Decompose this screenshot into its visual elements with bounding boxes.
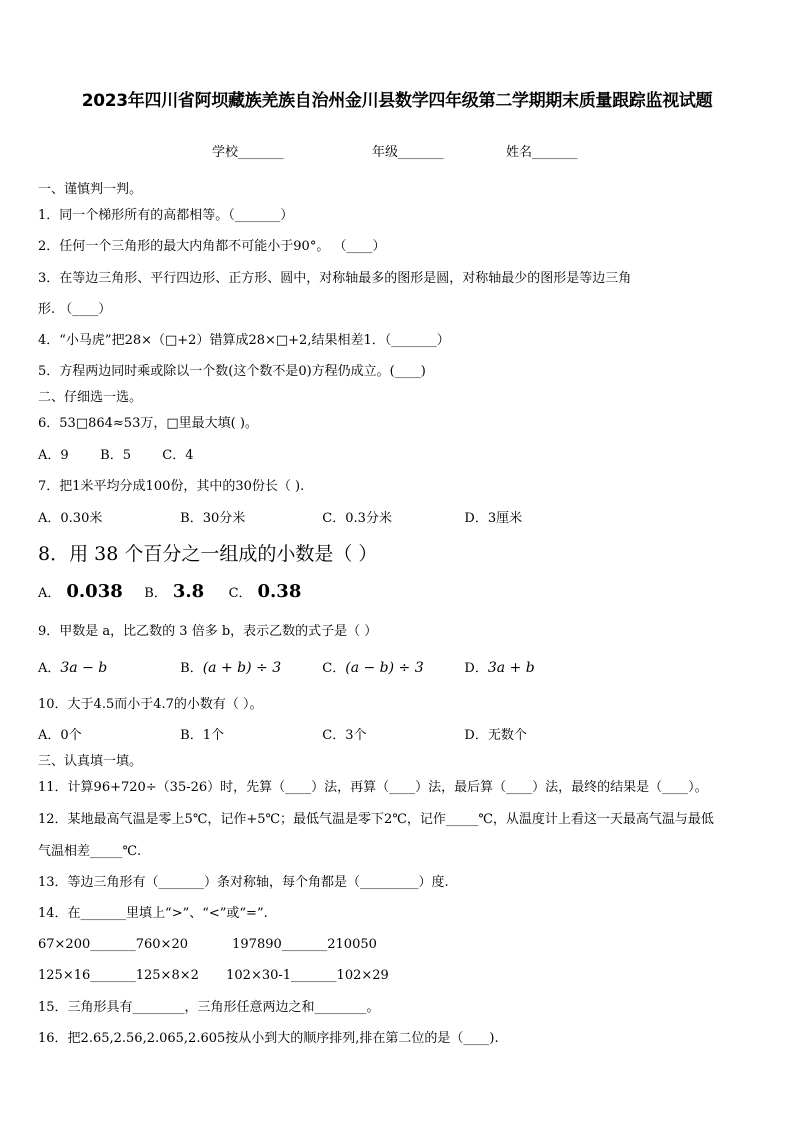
question-5: 5．方程两边同时乘或除以一个数(这个数不是0)方程仍成立。(____) [38, 364, 426, 379]
question-4: 4．“小马虎”把28×（□+2）错算成28×□+2,结果相差1．（_______） [38, 333, 450, 348]
question-9-options [38, 660, 535, 677]
question-14-row-2 [38, 968, 389, 984]
option-letter: A． [38, 661, 61, 676]
section-1-heading: 一、谨慎判一判。 [38, 182, 143, 197]
option-letter: C． [322, 661, 346, 676]
question-6: 6．53□864≈53万，□里最大填( )。 [38, 416, 258, 431]
question-6-options [38, 448, 194, 464]
option: B．5 [100, 448, 131, 463]
question-1: 1．同一个梯形所有的高都相等。（_______） [38, 208, 294, 223]
option-value: 3.8 [172, 581, 205, 602]
option: B．1个 [180, 728, 224, 743]
comparison: 197890_______210050 [232, 937, 377, 952]
question-13: 13．等边三角形有（_______）条对称轴，每个角都是（_________）度. [38, 875, 449, 890]
option-expr: (a + b) ÷ 3 [202, 660, 282, 676]
question-14: 14．在_______里填上“>”、“<”或“=”. [38, 906, 268, 921]
question-12-line-2: 气温相差_____℃. [38, 844, 142, 859]
question-2: 2．任何一个三角形的最大内角都不可能小于90°。 （____） [38, 239, 386, 254]
option-expr: 3a + b [487, 660, 535, 676]
option: A．0.30米 [38, 511, 103, 526]
grade-field: 年级_______ [372, 145, 444, 160]
page-title: 2023年四川省阿坝藏族羌族自治州金川县数学四年级第二学期期末质量跟踪监视试题 [81, 91, 713, 111]
school-field: 学校_______ [212, 145, 284, 160]
option: A．9 [38, 448, 69, 463]
option-letter: A． [38, 586, 61, 601]
option: C．3个 [322, 728, 367, 743]
option: D．无数个 [464, 728, 527, 743]
option: C．0.3分米 [322, 511, 392, 526]
name-field: 姓名_______ [506, 145, 578, 160]
question-14-row-1 [38, 937, 377, 953]
option-value: 0.38 [257, 581, 302, 602]
question-10-options [38, 728, 527, 744]
option: C．4 [162, 448, 194, 463]
comparison: 67×200_______760×20 [38, 937, 188, 952]
option-letter: C． [228, 586, 252, 601]
comparison: 102×30-1_______102×29 [226, 968, 389, 983]
question-10: 10．大于4.5而小于4.7的小数有（ ）。 [38, 697, 263, 712]
question-15: 15．三角形具有________，三角形任意两边之和________。 [38, 1000, 380, 1015]
question-8-options [38, 581, 302, 602]
section-2-heading: 二、仔细选一选。 [38, 390, 143, 405]
option: B．30分米 [180, 511, 246, 526]
option-expr: 3a − b [60, 660, 108, 676]
question-11: 11．计算96+720÷（35-26）时，先算（____）法，再算（____）法，最后算（____）法，最终的结果是（____）。 [38, 780, 708, 795]
question-7-options [38, 511, 522, 527]
option-letter: B． [180, 661, 203, 676]
question-3-line-1: 3．在等边三角形、平行四边形、正方形、圆中，对称轴最多的图形是圆，对称轴最少的图形是等边三角 [38, 271, 632, 286]
option-expr: (a − b) ÷ 3 [345, 660, 424, 676]
question-12-line-1: 12．某地最高气温是零上5℃，记作+5℃；最低气温是零下2℃，记作_____℃，从温度计上看这一天最高气温与最低 [38, 812, 714, 827]
question-16: 16．把2.65,2.56,2.065,2.605按从小到大的顺序排列,排在第二位的是（____). [38, 1031, 499, 1046]
option: D．3厘米 [464, 511, 523, 526]
question-9: 9．甲数是 a，比乙数的 3 倍多 b，表示乙数的式子是（ ） [38, 624, 378, 639]
option-letter: B． [144, 586, 167, 601]
section-3-heading: 三、认真填一填。 [38, 754, 143, 769]
option: A．0个 [38, 728, 82, 743]
comparison: 125×16_______125×8×2 [38, 968, 199, 983]
option-letter: D． [464, 661, 488, 676]
question-7: 7．把1米平均分成100份，其中的30份长（ ). [38, 479, 305, 494]
option-value: 0.038 [66, 581, 123, 602]
question-8: 8．用 38 个百分之一组成的小数是（ ） [38, 543, 378, 565]
question-3-line-2: 形. （____） [38, 302, 112, 317]
